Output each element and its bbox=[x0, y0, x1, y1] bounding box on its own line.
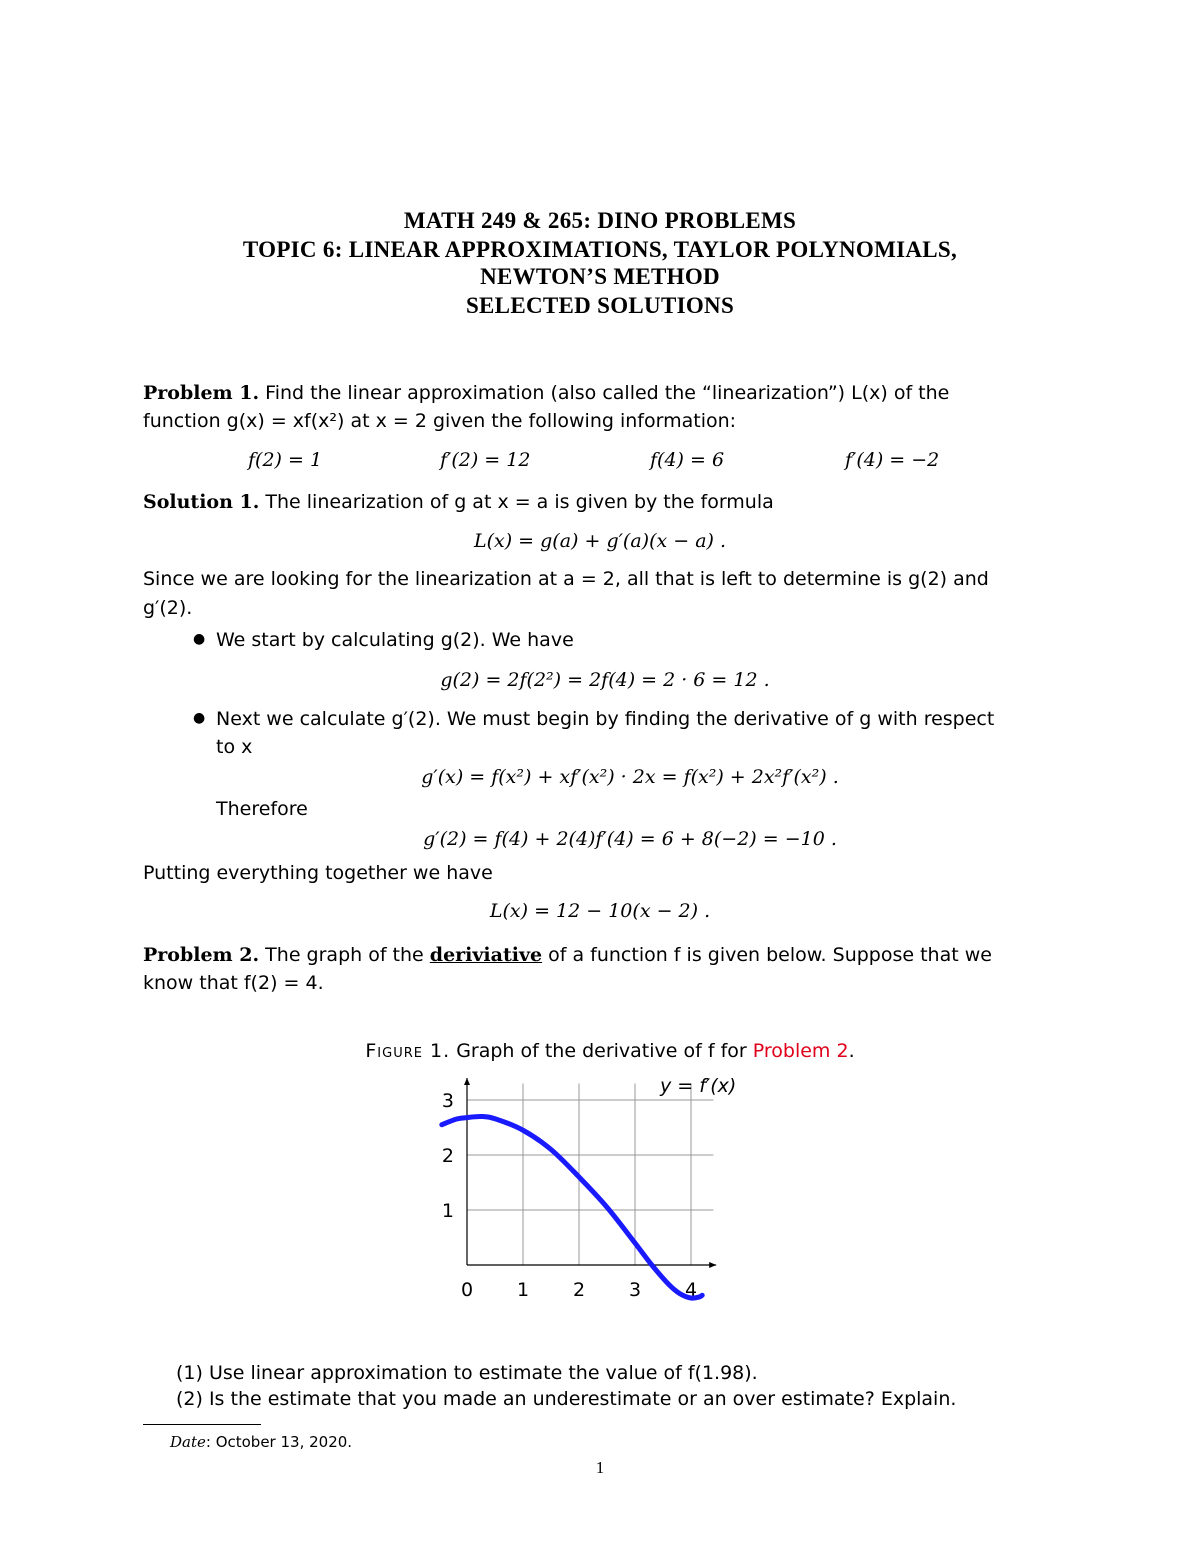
y-tick-label: 2 bbox=[441, 1145, 454, 1167]
equation-gprime-2: g′(2) = f(4) + 2(4)f′(4) = 6 + 8(−2) = −10 . bbox=[423, 828, 837, 850]
therefore-text: Therefore bbox=[216, 798, 308, 820]
linearization-formula: L(x) = g(a) + g′(a)(x − a) . bbox=[473, 530, 727, 552]
x-tick-label: 1 bbox=[516, 1279, 530, 1301]
final-linearization: L(x) = 12 − 10(x − 2) . bbox=[489, 900, 711, 922]
figure-end: . bbox=[848, 1040, 855, 1062]
question-1: (1) Use linear approximation to estimate the value of f(1.98). bbox=[176, 1362, 758, 1384]
x-tick-label: 4 bbox=[684, 1279, 698, 1301]
putting-text: Putting everything together we have bbox=[143, 862, 493, 884]
given-3: f(4) = 6 bbox=[650, 449, 725, 471]
figure-label: Figure 1. bbox=[365, 1040, 451, 1062]
figure-text: Graph of the derivative of f for bbox=[456, 1040, 753, 1062]
problem-2-text-a2: of a function f is given below. Suppose that we bbox=[542, 944, 992, 966]
problem-1-line-1 bbox=[143, 379, 949, 407]
solution-1-label: Solution 1. bbox=[143, 491, 260, 513]
given-2: f′(2) = 12 bbox=[440, 449, 531, 471]
chart-grid bbox=[467, 1084, 713, 1266]
header-line-1: MATH 249 & 265: DINO PROBLEMS bbox=[403, 208, 797, 233]
y-tick-label: 1 bbox=[441, 1200, 454, 1222]
since-line-1: Since we are looking for the linearization at a = 2, all that is left to determine is g(2) and bbox=[143, 568, 989, 590]
footnote-date bbox=[170, 1433, 352, 1451]
problem-2-label: Problem 2. bbox=[143, 944, 260, 966]
problem-1-label: Problem 1. bbox=[143, 382, 260, 404]
solution-1-intro-text: The linearization of g at x = a is given by the formula bbox=[265, 491, 774, 513]
chart-tick-labels bbox=[442, 1090, 697, 1301]
question-2: (2) Is the estimate that you made an underestimate or an over estimate? Explain. bbox=[176, 1388, 957, 1410]
given-1: f(2) = 1 bbox=[248, 449, 323, 471]
x-axis-arrow-icon bbox=[709, 1262, 716, 1268]
bullet-2-line-2: to x bbox=[216, 736, 253, 758]
problem-2-text-a1: The graph of the bbox=[265, 944, 430, 966]
chart-axes bbox=[464, 1078, 716, 1268]
derivative-chart bbox=[0, 1070, 1200, 1330]
x-tick-label: 2 bbox=[572, 1279, 586, 1301]
solution-1-intro bbox=[143, 488, 774, 516]
y-tick-label: 3 bbox=[441, 1090, 454, 1112]
page-number: 1 bbox=[595, 1458, 605, 1477]
footnote-rule bbox=[143, 1424, 261, 1425]
problem-1-text-a: Find the linear approximation (also called the “linearization”) L(x) of the bbox=[265, 382, 950, 404]
bullet-icon: ● bbox=[193, 710, 206, 726]
bullet-icon: ● bbox=[193, 631, 206, 647]
problem-1-line-2: function g(x) = xf(x²) at x = 2 given the following information: bbox=[143, 410, 737, 432]
figure-caption bbox=[0, 1040, 1200, 1062]
y-axis-arrow-icon bbox=[464, 1078, 470, 1085]
derivative-emphasis: deriviative bbox=[429, 944, 543, 966]
equation-g2: g(2) = 2f(2²) = 2f(4) = 2 · 6 = 12 . bbox=[440, 669, 770, 691]
since-line-2: g′(2). bbox=[143, 597, 193, 619]
problem-2-line-1 bbox=[143, 941, 992, 969]
derivative-curve bbox=[442, 1116, 702, 1298]
problem-2-link[interactable]: Problem 2 bbox=[752, 1040, 849, 1062]
problem-2-line-2: know that f(2) = 4. bbox=[143, 972, 324, 994]
header-line-4: SELECTED SOLUTIONS bbox=[465, 293, 735, 318]
chart-series bbox=[442, 1116, 702, 1298]
header-line-3: NEWTON’S METHOD bbox=[480, 264, 720, 289]
x-tick-label: 3 bbox=[628, 1279, 642, 1301]
given-4: f′(4) = −2 bbox=[845, 449, 940, 471]
header-line-2: TOPIC 6: LINEAR APPROXIMATIONS, TAYLOR POLYNOMIALS, bbox=[242, 237, 958, 262]
curve-label: y = f′(x) bbox=[660, 1075, 737, 1097]
date-label: Date bbox=[170, 1433, 206, 1451]
bullet-2-line-1: Next we calculate g′(2). We must begin by finding the derivative of g with respect bbox=[216, 708, 995, 730]
date-text: : October 13, 2020. bbox=[205, 1433, 353, 1451]
bullet-1-text: We start by calculating g(2). We have bbox=[216, 629, 574, 651]
equation-gprime-x: g′(x) = f(x²) + xf′(x²) · 2x = f(x²) + 2x²f′(x²) . bbox=[421, 766, 839, 788]
x-tick-label: 0 bbox=[460, 1279, 474, 1301]
